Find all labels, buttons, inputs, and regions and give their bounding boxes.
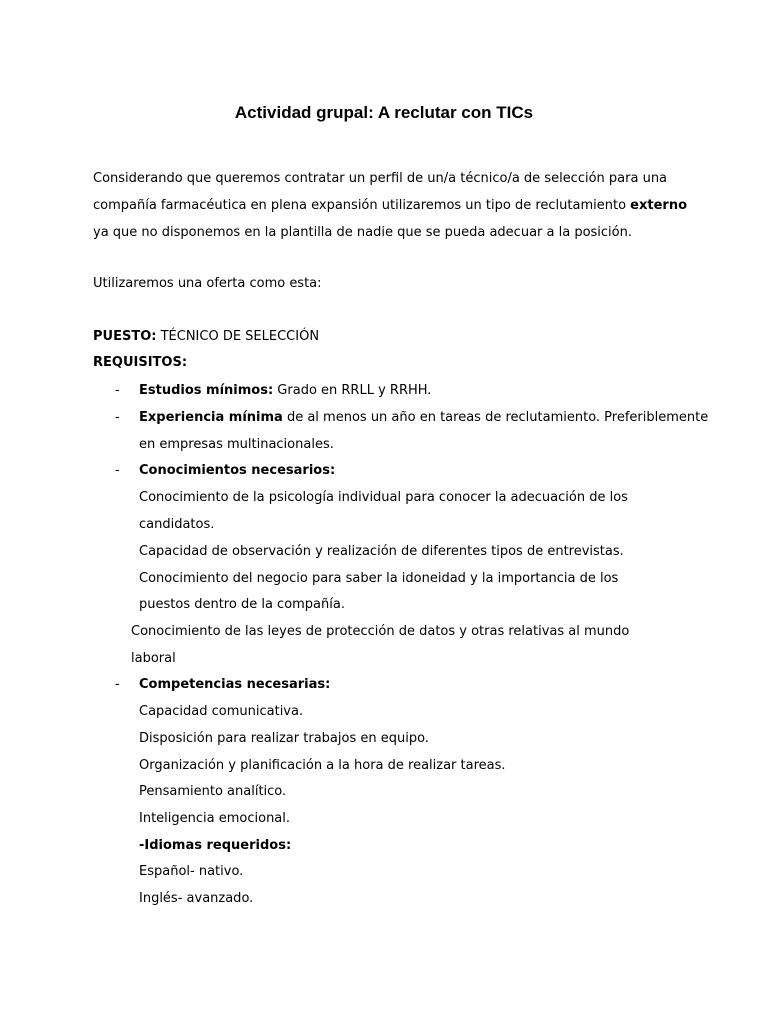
puesto-line bbox=[93, 328, 319, 346]
competencia-item: Pensamiento analítico. bbox=[139, 784, 287, 799]
competencia-item: Capacidad comunicativa. bbox=[139, 704, 304, 719]
competencia-item: Disposición para realizar trabajos en equipo. bbox=[139, 731, 429, 746]
conocimientos-label: Conocimientos necesarios: bbox=[139, 463, 336, 478]
conocimiento-item: Capacidad de observación y realización de diferentes tipos de entrevistas. bbox=[139, 544, 624, 559]
intro-line-2-text: compañía farmacéutica en plena expansión utilizaremos un tipo de reclutamiento bbox=[93, 198, 631, 213]
conocimiento-item: laboral bbox=[131, 651, 176, 666]
estudios-value: Grado en RRLL y RRHH. bbox=[273, 383, 432, 398]
intro-line-1: Considerando que queremos contratar un perfil de un/a técnico/a de selección para una bbox=[93, 171, 668, 186]
intro-line-3: ya que no disponemos en la plantilla de nadie que se pueda adecuar a la posición. bbox=[93, 225, 632, 240]
experiencia-label: Experiencia mínima bbox=[139, 410, 283, 425]
intro-line-2 bbox=[93, 197, 687, 215]
intro-emphasis-externo: externo bbox=[630, 198, 688, 213]
estudios-line bbox=[139, 382, 431, 400]
conocimiento-item: Conocimiento de la psicología individual para conocer la adecuación de los bbox=[139, 490, 628, 505]
idioma-item: Español- nativo. bbox=[139, 864, 244, 879]
competencias-label: Competencias necesarias: bbox=[139, 677, 331, 692]
experiencia-line bbox=[139, 409, 708, 427]
bullet-dash: - bbox=[115, 410, 120, 425]
document-title: Actividad grupal: A reclutar con TICs bbox=[234, 103, 534, 122]
requisitos-heading: REQUISITOS: bbox=[93, 355, 188, 370]
bullet-dash: - bbox=[115, 677, 120, 692]
competencia-item: Inteligencia emocional. bbox=[139, 811, 291, 826]
conocimiento-item: puestos dentro de la compañía. bbox=[139, 597, 345, 612]
conocimiento-item: Conocimiento de las leyes de protección de datos y otras relativas al mundo bbox=[131, 624, 630, 639]
puesto-value: TÉCNICO DE SELECCIÓN bbox=[156, 329, 320, 344]
idioma-item: Inglés- avanzado. bbox=[139, 891, 254, 906]
offer-intro: Utilizaremos una oferta como esta: bbox=[93, 276, 322, 291]
bullet-dash: - bbox=[115, 383, 120, 398]
conocimiento-item: candidatos. bbox=[139, 517, 215, 532]
experiencia-continuation: en empresas multinacionales. bbox=[139, 437, 334, 452]
competencia-item: Organización y planificación a la hora de realizar tareas. bbox=[139, 758, 506, 773]
bullet-dash: - bbox=[115, 463, 120, 478]
estudios-label: Estudios mínimos: bbox=[139, 383, 274, 398]
idiomas-label: -Idiomas requeridos: bbox=[139, 838, 292, 853]
experiencia-value: de al menos un año en tareas de reclutamiento. Preferiblemente bbox=[282, 410, 709, 425]
conocimiento-item: Conocimiento del negocio para saber la idoneidad y la importancia de los bbox=[139, 571, 619, 586]
puesto-label: PUESTO: bbox=[93, 329, 157, 344]
